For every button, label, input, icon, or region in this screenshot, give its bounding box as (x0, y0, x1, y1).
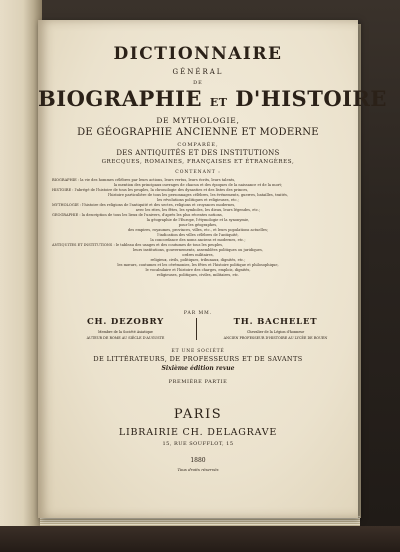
description-line: des empires, royaumes, provinces, villes, etc., et leurs populations actuelles; (127, 228, 269, 232)
imprint-year: 1880 (190, 457, 206, 464)
description-line: BIOGRAPHIE : la vie des hommes célèbres par leurs actions, leurs vertus, leurs écrits, leurs talents, (52, 178, 236, 182)
author-description: AUTEUR DE ROME AU SIÈCLE D'AUGUSTE (86, 336, 165, 340)
description-line: le vocabulaire et l'histoire des charges, emplois, dignités, (145, 268, 251, 272)
description-line: les mœurs, coutumes et les cérémonies, les fêtes et l'histoire politique et philosophique, (117, 263, 279, 267)
description-line: leurs institutions, gouvernements, assemblées politiques ou juridiques, (133, 248, 263, 252)
description-line: la mention des principaux ouvrages de chacun et des époques de la naissance et de la mort; (113, 183, 283, 187)
author-name: TH. BACHELET (233, 317, 318, 327)
title-general: GÉNÉRAL (172, 68, 224, 76)
title-comparee: COMPARÉE, (177, 142, 219, 148)
imprint-publisher: LIBRAIRIE CH. DELAGRAVE (118, 427, 278, 438)
imprint-city: PARIS (173, 407, 223, 422)
book-cover (0, 526, 400, 552)
description-line: ordres militaires, (182, 253, 214, 257)
title-page (38, 20, 387, 518)
title-contenant: CONTENANT : (175, 170, 221, 175)
author-description: ANCIEN PROFESSEUR D'HISTOIRE AU LYCÉE DE ROUEN (223, 336, 328, 340)
book-spine (0, 0, 42, 552)
author-name: CH. DEZOBRY (86, 317, 165, 327)
description-line: GÉOGRAPHIE : la description de tous les lieux de l'univers, d'après les plus récentes notions, (52, 213, 223, 217)
description-line: HISTOIRE : l'abrégé de l'histoire de tous les peuples, la chronologie des dynasties et des listes des princes, (52, 188, 249, 192)
imprint-address: 15, RUE SOUFFLOT, 15 (162, 441, 234, 447)
author-description: Chevalier de la Légion d'honneur (246, 330, 305, 334)
title-et: ET (209, 96, 228, 109)
description-line: religieuses, politiques, civiles, militaires, etc. (156, 273, 240, 277)
title-geographie: DE GÉOGRAPHIE ANCIENNE ET MODERNE (77, 127, 319, 138)
title-par: PAR MM. (183, 311, 213, 316)
description-line: avec les rites, les fêtes, les symboles, les dieux, leurs légendes, etc.; (135, 208, 261, 212)
rights-notice: Tous droits réservés (177, 467, 219, 472)
description-line: l'histoire particulière de tous les personnages célèbres, les événements, guerres, batailles, traités, (107, 193, 289, 197)
description-line: MYTHOLOGIE : l'histoire des religions de l'antiquité et des sectes, religions et croyances modernes, (52, 203, 236, 207)
title-mythologie: DE MYTHOLOGIE, (156, 116, 240, 125)
title-dictionnaire: DICTIONNAIRE (113, 44, 283, 64)
edition-note: Sixième édition revue (161, 365, 235, 372)
title-biographie: BIOGRAPHIE (38, 86, 203, 111)
description-line: pour les géographes, (178, 223, 218, 227)
title-institutions: GRECQUES, ROMAINES, FRANÇAISES ET ÉTRANGÈRES, (101, 159, 295, 165)
description-line: la géographie de l'Europe, l'étymologie et la synonymie, (146, 218, 250, 222)
author-divider (196, 318, 200, 340)
part-label: PREMIÈRE PARTIE (168, 379, 228, 385)
author-bachelet (208, 317, 343, 340)
title-antiquites: DES ANTIQUITÉS ET DES INSTITUTIONS (116, 149, 280, 157)
title-societe: ET UNE SOCIÉTÉ (171, 349, 225, 354)
title-biographie-histoire (38, 86, 387, 111)
description-line: les révolutions politiques et religieuses, etc.; (157, 198, 239, 202)
contents-description (52, 178, 344, 278)
title-histoire: D'HISTOIRE (235, 86, 387, 111)
title-litterateurs: DE LITTÉRATEURS, DE PROFESSEURS ET DE SAVANTS (93, 355, 303, 363)
description-line: religieux, civils, politiques, tribunaux, dignités, etc.; (150, 258, 246, 262)
description-line: l'indication des villes célèbres de l'antiquité, (157, 233, 239, 237)
author-dezobry (58, 317, 193, 340)
description-line: la concordance des noms anciens et modernes, etc.; (150, 238, 246, 242)
author-description: Membre de la Société Asiatique (98, 330, 153, 334)
description-line: ANTIQUITÉS ET INSTITUTIONS : le tableau des usages et des coutumes de tous les peuples, (52, 243, 224, 247)
title-de: DE (193, 80, 203, 86)
